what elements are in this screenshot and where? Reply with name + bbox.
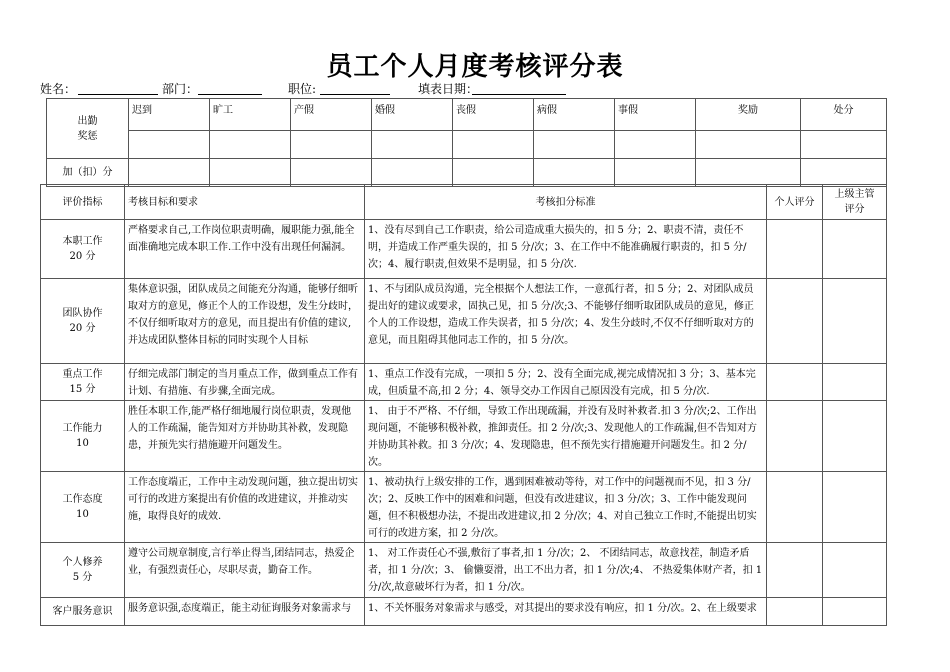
- header-supervisor-score: [823, 185, 887, 220]
- col-maternity: 产假: [291, 99, 372, 131]
- supervisor-score-cell[interactable]: [823, 543, 887, 598]
- indicator-cell: [41, 598, 125, 626]
- standard-cell: 1、被动执行上级安排的工作，遇到困难被动等待，对工作中的问题视而不见，扣 3 分/次；2、反映工作中的困难和问题，但没有改进建议，扣 3 分/次；3、工作中能发现问题，但不积极想办法，不提出改进建议,扣 2 分/次；4、对自己独立工作时,不能提出切实可行的改进方案，扣 2 分/次。: [365, 472, 767, 543]
- supervisor-score-cell[interactable]: [823, 279, 887, 364]
- standard-cell: 1、不与团队成员沟通，完全根据个人想法工作，一意孤行者，扣 5 分；2、对团队成员提出好的建议或要求，固执己见，扣 5 分/次;3、不能够仔细听取团队成员的意见，修正个人的工作设想，造成工作失误者，扣 5 分/次；4、发生分歧时,不仅不仔细听取对方的意见，而且阻碍其他同志工作的，扣 5 分/次。: [365, 279, 767, 364]
- self-score-cell[interactable]: [767, 472, 823, 543]
- table-row: [41, 472, 887, 543]
- header-supervisor-line2: 评分: [844, 204, 865, 215]
- table-row: [41, 279, 887, 364]
- supervisor-score-cell[interactable]: [823, 220, 887, 279]
- goal-cell: 仔细完成部门制定的当月重点工作，做到重点工作有计划、有措施、有步骤,全面完成。: [125, 364, 365, 401]
- self-score-cell[interactable]: [767, 364, 823, 401]
- attendance-row-label: [47, 99, 129, 159]
- goal-cell: 集体意识强，团队成员之间能充分沟通，能够仔细听取对方的意见，修正个人的工作设想，发生分歧时，不仅仔细听取对方的意见，而且提出有价值的建议,并达成团队整体目标的同时实现个人目标: [125, 279, 365, 364]
- indicator-cell: [41, 220, 125, 279]
- position-label: 职位:: [288, 82, 317, 96]
- reward-cell[interactable]: [696, 131, 801, 159]
- indicator-name: 重点工作: [62, 369, 103, 380]
- indicator-cell: [41, 364, 125, 401]
- indicator-name: 个人修养: [62, 557, 103, 568]
- bereavement-cell[interactable]: [453, 131, 534, 159]
- col-bereavement: 丧假: [453, 99, 534, 131]
- indicator-score: 10: [76, 509, 89, 520]
- personal-cell[interactable]: [615, 131, 696, 159]
- goal-cell: 遵守公司规章制度,言行举止得当,团结同志，热爱企业，有强烈责任心，尽职尽责，勤奋工作。: [125, 543, 365, 598]
- col-absent: 旷工: [210, 99, 291, 131]
- indicator-score: 5 分: [72, 572, 93, 583]
- supervisor-score-cell[interactable]: [823, 598, 887, 626]
- attendance-table: [46, 98, 887, 187]
- deduct-cell[interactable]: [696, 159, 801, 187]
- table-row: [41, 543, 887, 598]
- table-row: [41, 220, 887, 279]
- deduct-cell[interactable]: [534, 159, 615, 187]
- deduct-cell[interactable]: [372, 159, 453, 187]
- absent-cell[interactable]: [210, 131, 291, 159]
- deduct-cell[interactable]: [615, 159, 696, 187]
- penalty-cell[interactable]: [801, 131, 887, 159]
- indicator-score: 15 分: [69, 384, 96, 395]
- col-sick: 病假: [534, 99, 615, 131]
- goal-cell: 工作态度端正，工作中主动发现问题，独立提出切实可行的改进方案提出有价值的改进建议，并推动实施，取得良好的成效.: [125, 472, 365, 543]
- goal-cell: 严格要求自己,工作岗位职责明确，履职能力强,能全面准确地完成本职工作.工作中没有出现任何漏洞。: [125, 220, 365, 279]
- deduct-cell[interactable]: [129, 159, 210, 187]
- deduct-label: 加（扣）分: [47, 159, 129, 187]
- header-self-score: 个人评分: [767, 185, 823, 220]
- goal-cell: 服务意识强,态度端正，能主动征询服务对象需求与: [125, 598, 365, 626]
- standard-cell: 1、没有尽到自己工作职责，给公司造成重大损失的，扣 5 分；2、职责不清，责任不明，并造成工作严重失误的，扣 5 分/次；3、在工作中不能准确履行职责的，扣 5 分/次；4、履行职责,但效果不是明显，扣 5 分/次.: [365, 220, 767, 279]
- self-score-cell[interactable]: [767, 543, 823, 598]
- self-score-cell[interactable]: [767, 279, 823, 364]
- self-score-cell[interactable]: [767, 401, 823, 472]
- col-marriage: 婚假: [372, 99, 453, 131]
- standard-cell: 1、不关怀服务对象需求与感受，对其提出的要求没有响应，扣 1 分/次。2、在上级要求: [365, 598, 767, 626]
- col-penalty: 处分: [801, 99, 887, 131]
- indicator-cell: [41, 543, 125, 598]
- date-field[interactable]: [472, 94, 566, 95]
- evaluation-table: [40, 184, 887, 626]
- deduct-cell[interactable]: [801, 159, 887, 187]
- self-score-cell[interactable]: [767, 220, 823, 279]
- standard-cell: 1、 对工作责任心不强,敷衍了事者,扣 1 分/次；2、 不团结同志，故意找茬，制造矛盾者，扣 1 分/次；3、 偷懒耍滑，出工不出力者，扣 1 分/次;4、 不热爱集体财产者，扣 1 分/次,故意破坏行为者，扣 1 分/次。: [365, 543, 767, 598]
- deduct-cell[interactable]: [453, 159, 534, 187]
- table-row: [41, 401, 887, 472]
- supervisor-score-cell[interactable]: [823, 472, 887, 543]
- marriage-cell[interactable]: [372, 131, 453, 159]
- header-goal: 考核目标和要求: [125, 185, 365, 220]
- maternity-cell[interactable]: [291, 131, 372, 159]
- self-score-cell[interactable]: [767, 598, 823, 626]
- indicator-name: 客户服务意识: [52, 606, 113, 617]
- goal-cell: 胜任本职工作,能严格仔细地履行岗位职责，发现他人的工作疏漏，能告知对方并协助其补救，发现隐患，并预先实行措施避开问题发生。: [125, 401, 365, 472]
- name-field[interactable]: [78, 94, 158, 95]
- indicator-name: 工作能力: [62, 423, 103, 434]
- standard-cell: 1、重点工作没有完成，一项扣 5 分；2、没有全面完成,视完成情况扣 3 分；3、基本完成，但质量不高,扣 2 分；4、领导交办工作因自己原因没有完成，扣 5 分/次.: [365, 364, 767, 401]
- reward-penalty-label: 奖惩: [77, 130, 98, 142]
- indicator-name: 工作态度: [62, 494, 103, 505]
- deduct-cell[interactable]: [291, 159, 372, 187]
- dept-label: 部门：: [162, 82, 199, 96]
- deduct-cell[interactable]: [210, 159, 291, 187]
- standard-cell: 1、 由于不严格、不仔细，导致工作出现疏漏，并没有及时补救者.扣 3 分/次;2、工作出现问题，不能够积极补救，推卸责任。扣 2 分/次;3、发现他人的工作疏漏,但不告知对方并协助其补救。扣 3 分/次；4、发现隐患，但不预先实行措施避开问题发生。扣 2 分/次。: [365, 401, 767, 472]
- supervisor-score-cell[interactable]: [823, 364, 887, 401]
- col-personal: 事假: [615, 99, 696, 131]
- position-field[interactable]: [320, 94, 390, 95]
- indicator-score: 20 分: [69, 251, 96, 262]
- indicator-name: 本职工作: [62, 236, 103, 247]
- dept-field[interactable]: [198, 94, 262, 95]
- table-row: [41, 364, 887, 401]
- indicator-score: 20 分: [69, 323, 96, 334]
- indicator-cell: [41, 401, 125, 472]
- sick-cell[interactable]: [534, 131, 615, 159]
- page-title: 员工个人月度考核评分表: [326, 52, 624, 82]
- supervisor-score-cell[interactable]: [823, 401, 887, 472]
- indicator-score: 10: [76, 438, 89, 449]
- attendance-label: 出勤: [77, 115, 98, 127]
- header-standard: 考核扣分标准: [365, 185, 767, 220]
- name-label: 姓名：: [40, 82, 77, 96]
- indicator-name: 团队协作: [62, 308, 103, 319]
- col-late: 迟到: [129, 99, 210, 131]
- indicator-cell: [41, 279, 125, 364]
- indicator-cell: [41, 472, 125, 543]
- col-reward: 奖励: [696, 99, 801, 131]
- header-indicator: 评价指标: [41, 185, 125, 220]
- date-label: 填表日期：: [418, 82, 479, 96]
- header-supervisor-line1: 上级主管: [834, 189, 875, 200]
- late-cell[interactable]: [129, 131, 210, 159]
- table-row: [41, 598, 887, 626]
